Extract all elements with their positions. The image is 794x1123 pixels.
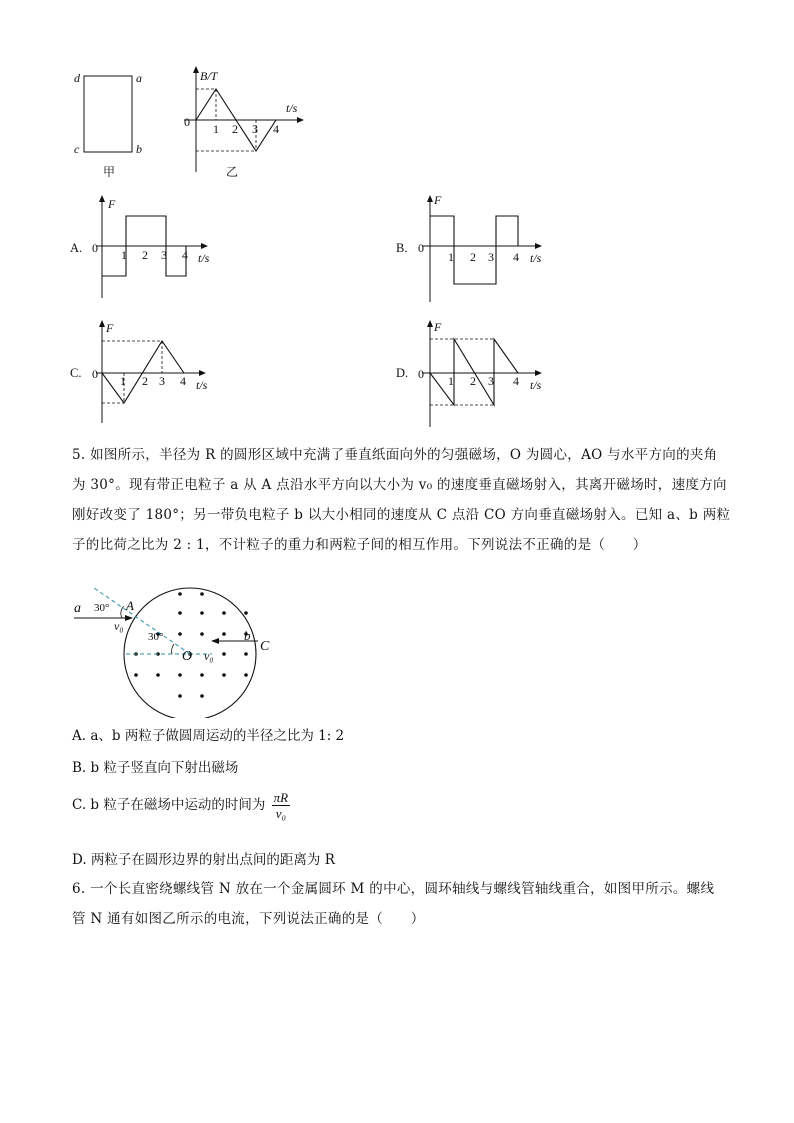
q5-line-1: 5. 如图所示，半径为 R 的圆形区域中充满了垂直纸面向外的匀强磁场，O 为圆心，AO 与水平方向的夹角 — [72, 447, 718, 463]
option-b-letter: B. — [396, 241, 408, 255]
option-b-tick-3: 3 — [488, 250, 494, 264]
option-b-graph — [396, 190, 556, 302]
q5-option-a[interactable]: A. a、b 两粒子做圆周运动的半径之比为 1: 2 — [72, 728, 345, 744]
option-c-graph — [70, 315, 230, 427]
option-a-tick-2: 2 — [142, 248, 148, 262]
q5-line-4: 子的比荷之比为 2 : 1，不计粒子的重力和两粒子间的相互作用。下列说法不正确的是（ ） — [72, 537, 647, 553]
option-d-curve — [430, 339, 518, 405]
option-d-origin: 0 — [418, 367, 424, 381]
jia-caption: 甲 — [103, 165, 116, 179]
option-d-y-label: F — [434, 320, 442, 334]
option-c-letter: C. — [70, 366, 82, 380]
yi-caption: 乙 — [226, 165, 239, 179]
yi-tick-3: 3 — [252, 122, 258, 136]
q5-option-c-text: C. b 粒子在磁场中运动的时间为 — [72, 797, 266, 813]
option-c-y-label: F — [106, 321, 114, 335]
option-c-tick-1: 1 — [120, 374, 126, 388]
yi-y-axis-label: B/T — [200, 69, 218, 83]
option-a-origin: 0 — [92, 241, 98, 255]
option-a-y-label: F — [108, 197, 116, 211]
option-c-tick-2: 2 — [142, 374, 148, 388]
option-b-tick-2: 2 — [470, 250, 476, 264]
yi-origin: 0 — [184, 115, 190, 129]
option-d-tick-2: 2 — [470, 374, 476, 388]
jia-label-c: c — [74, 142, 80, 156]
option-a-x-label: t/s — [198, 251, 210, 265]
yi-tick-4: 4 — [273, 122, 279, 136]
jia-label-b: b — [136, 142, 142, 156]
yi-tick-2: 2 — [232, 122, 238, 136]
jia-rectangle — [84, 76, 132, 152]
option-d-letter: D. — [396, 366, 409, 380]
q5-line-2: 为 30°。现有带正电粒子 a 从 A 点沿水平方向以大小为 v₀ 的速度垂直磁场射入，其离开磁场时，速度方向 — [72, 477, 727, 493]
yi-tick-1: 1 — [213, 122, 219, 136]
label-v0-b: v₀ — [204, 649, 214, 663]
angle-30-top: 30° — [94, 602, 110, 614]
figure-jia-yi — [60, 60, 320, 185]
label-A: A — [126, 598, 134, 613]
option-b-tick-4: 4 — [513, 250, 519, 264]
q5-option-c-fraction — [272, 790, 290, 821]
fraction-numerator: πR — [273, 790, 289, 805]
option-c-x-label: t/s — [196, 378, 208, 392]
option-c-tick-4: 4 — [180, 374, 186, 388]
angle-30-mid: 30° — [148, 631, 164, 643]
q5-option-b[interactable]: B. b 粒子竖直向下射出磁场 — [72, 760, 239, 776]
label-a: a — [74, 601, 81, 616]
q6-line-2: 管 N 通有如图乙所示的电流，下列说法正确的是（ ） — [72, 911, 425, 927]
q5-stem — [72, 440, 732, 560]
option-d-tick-1: 1 — [448, 374, 454, 388]
label-b: b — [244, 628, 251, 643]
particle-b-arrow — [211, 638, 219, 644]
label-v0-a: v₀ — [114, 619, 124, 633]
option-d-x-label: t/s — [530, 378, 542, 392]
option-a-letter: A. — [70, 241, 83, 255]
q5-option-d[interactable]: D. 两粒子在圆形边界的射出点间的距离为 R — [72, 852, 335, 868]
option-d-tick-3: 3 — [488, 374, 494, 388]
option-c-curve — [102, 341, 184, 403]
option-a-tick-4: 4 — [182, 248, 188, 262]
option-c-origin: 0 — [92, 367, 98, 381]
option-b-x-label: t/s — [530, 251, 542, 265]
option-a-tick-3: 3 — [161, 248, 167, 262]
fraction-denominator: v₀ — [275, 806, 287, 821]
field-dots — [134, 592, 248, 698]
q6-line-1: 6. 一个长直密绕螺线管 N 放在一个金属圆环 M 的中心，圆环轴线与螺线管轴线重合，如图甲所示。螺线 — [72, 881, 715, 897]
label-O: O — [182, 649, 193, 664]
yi-x-axis-label: t/s — [286, 101, 298, 115]
q6-stem — [72, 874, 732, 934]
option-a-tick-1: 1 — [121, 248, 127, 262]
q5-option-c[interactable] — [72, 790, 290, 821]
option-d-tick-4: 4 — [513, 374, 519, 388]
label-C: C — [260, 639, 270, 654]
option-c-tick-3: 3 — [159, 374, 165, 388]
option-d-graph — [396, 315, 556, 427]
option-a-graph — [70, 190, 230, 302]
option-b-y-label: F — [434, 193, 442, 207]
q5-line-3: 刚好改变了 180°；另一带负电粒子 b 以大小相同的速度从 C 点沿 CO 方向垂直磁场射入。已知 a、b 两粒 — [72, 507, 731, 523]
jia-label-d: d — [74, 71, 80, 85]
option-b-origin: 0 — [418, 241, 424, 255]
jia-label-a: a — [136, 71, 142, 85]
yi-y-arrow — [193, 66, 199, 73]
yi-x-arrow — [297, 117, 304, 123]
particle-a-arrow — [125, 615, 133, 621]
q5-magnetic-field-figure — [70, 578, 290, 718]
option-b-tick-1: 1 — [448, 250, 454, 264]
